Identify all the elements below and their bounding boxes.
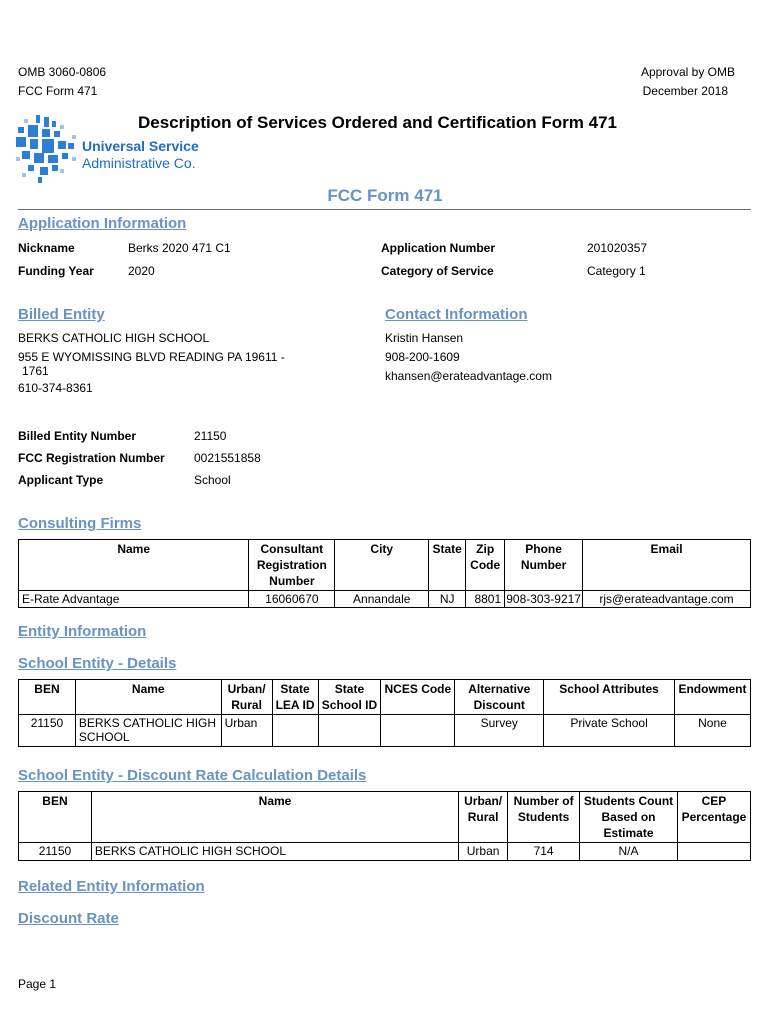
column-header: BEN — [19, 680, 76, 715]
column-header: Students Count Based on Estimate — [580, 792, 678, 843]
table-cell: 21150 — [19, 715, 76, 747]
page-title: Description of Services Ordered and Certification Form 471 — [138, 113, 617, 132]
logo-line-2: Administrative Co. — [82, 155, 196, 171]
application-number-value: 201020357 — [587, 241, 648, 255]
column-header: Phone Number — [505, 540, 583, 591]
column-header: Name — [91, 792, 458, 843]
table-cell — [381, 715, 455, 747]
column-header: State School ID — [318, 680, 381, 715]
table-cell: None — [674, 715, 750, 747]
column-header: BEN — [19, 792, 92, 843]
table-cell: 16060670 — [249, 591, 335, 608]
billed-entity-number-label: Billed Entity Number — [18, 429, 137, 443]
nickname-value: Berks 2020 471 C1 — [128, 241, 231, 255]
page-number: Page 1 — [18, 977, 57, 991]
section-related-entity-information: Related Entity Information — [18, 878, 205, 895]
funding-year-label: Funding Year — [18, 264, 94, 278]
billed-entity-phone: 610-374-8361 — [18, 381, 93, 395]
school-entity-details-table — [18, 679, 751, 747]
section-discount-rate: Discount Rate — [18, 910, 119, 927]
table-cell: 8801 — [466, 591, 505, 608]
logo-text — [82, 138, 199, 172]
table-cell: Survey — [455, 715, 544, 747]
column-header: Zip Code — [466, 540, 505, 591]
applicant-type-label: Applicant Type — [18, 473, 104, 487]
application-number-label: Application Number — [381, 241, 496, 255]
column-header: Alternative Discount — [455, 680, 544, 715]
form-title: FCC Form 471 — [327, 186, 443, 205]
table-row — [19, 715, 751, 747]
discount-rate-calculation-table — [18, 791, 751, 861]
section-entity-information: Entity Information — [18, 623, 147, 640]
table-cell: Urban — [459, 843, 508, 861]
table-row — [19, 843, 751, 861]
column-header: Endowment — [674, 680, 750, 715]
column-header: CEP Percentage — [677, 792, 750, 843]
table-cell — [318, 715, 381, 747]
column-header: Number of Students — [508, 792, 580, 843]
section-school-entity-details: School Entity - Details — [18, 655, 177, 672]
title-divider — [18, 209, 751, 210]
contact-phone: 908-200-1609 — [385, 350, 460, 364]
column-header: Urban/ Rural — [221, 680, 272, 715]
table-cell: E-Rate Advantage — [19, 591, 249, 608]
contact-email: khansen@erateadvantage.com — [385, 369, 552, 383]
table-header-row — [19, 540, 751, 591]
section-contact-information: Contact Information — [385, 306, 528, 323]
column-header: City — [335, 540, 429, 591]
section-billed-entity: Billed Entity — [18, 306, 105, 323]
consulting-firms-table — [18, 539, 751, 608]
table-cell: BERKS CATHOLIC HIGH SCHOOL — [75, 715, 221, 747]
section-consulting-firms: Consulting Firms — [18, 515, 142, 532]
column-header: State — [429, 540, 466, 591]
table-header-row — [19, 792, 751, 843]
form-number: FCC Form 471 — [18, 84, 98, 98]
billed-entity-name: BERKS CATHOLIC HIGH SCHOOL — [18, 331, 210, 345]
section-discount-rate-calculation: School Entity - Discount Rate Calculation Details — [18, 767, 367, 784]
table-cell: NJ — [429, 591, 466, 608]
table-cell — [677, 843, 750, 861]
contact-name: Kristin Hansen — [385, 331, 464, 345]
table-cell: Private School — [544, 715, 675, 747]
omb-number: OMB 3060-0806 — [18, 65, 107, 79]
table-row — [19, 591, 751, 608]
nickname-label: Nickname — [18, 241, 75, 255]
section-application-information: Application Information — [18, 215, 187, 232]
table-header-row — [19, 680, 751, 715]
table-cell — [272, 715, 318, 747]
category-value: Category 1 — [587, 264, 646, 278]
table-cell: rjs@erateadvantage.com — [583, 591, 751, 608]
usac-logo-icon — [14, 113, 84, 185]
billed-entity-address-1: 955 E WYOMISSING BLVD READING PA 19611 - — [18, 350, 285, 364]
column-header: Consultant Registration Number — [249, 540, 335, 591]
approval-date: December 2018 — [642, 84, 728, 98]
billed-entity-address-2: 1761 — [22, 364, 49, 378]
column-header: School Attributes — [544, 680, 675, 715]
approval-text: Approval by OMB — [640, 65, 735, 79]
column-header: Name — [19, 540, 249, 591]
column-header: NCES Code — [381, 680, 455, 715]
table-cell: Urban — [221, 715, 272, 747]
fcc-registration-label: FCC Registration Number — [18, 451, 165, 465]
column-header: Email — [583, 540, 751, 591]
logo-line-1: Universal Service — [82, 138, 199, 154]
billed-entity-number-value: 21150 — [194, 429, 227, 443]
table-cell: 908-303-9217 — [506, 592, 581, 606]
funding-year-value: 2020 — [128, 264, 155, 278]
table-cell: 714 — [508, 843, 580, 861]
table-cell: 21150 — [19, 843, 92, 861]
fcc-registration-value: 0021551858 — [194, 451, 261, 465]
table-cell: BERKS CATHOLIC HIGH SCHOOL — [91, 843, 458, 861]
table-cell: N/A — [580, 843, 678, 861]
category-label: Category of Service — [381, 264, 494, 278]
applicant-type-value: School — [194, 473, 231, 487]
column-header: State LEA ID — [272, 680, 318, 715]
column-header: Name — [75, 680, 221, 715]
column-header: Urban/ Rural — [459, 792, 508, 843]
table-cell: Annandale — [335, 591, 429, 608]
